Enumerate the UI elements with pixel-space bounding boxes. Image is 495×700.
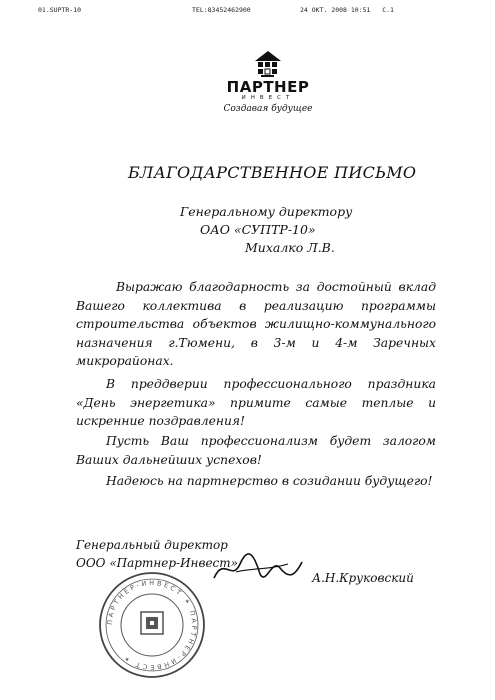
stamp-ring-text <box>97 570 98 571</box>
letter-title: БЛАГОДАРСТВЕННОЕ ПИСЬМО <box>128 163 417 182</box>
fax-datetime: 24 OKT. 2008 10:51 <box>300 6 371 14</box>
addressee-position: Генеральному директору <box>180 204 353 219</box>
letter-paragraph: Выражаю благодарность за достойный вклад Вашего коллектива в реализацию программы строительства объектов жилищно-коммунального назначения г.Тюмени, в 3-м и 4-м Заречных микрорайонах. <box>76 280 436 369</box>
signatory-company: ООО «Партнер-Инвест» <box>76 556 238 570</box>
letter-paragraph: Пусть Ваш профессионализм будет залогом Ваших дальнейших успехов! <box>76 434 436 467</box>
handwritten-signature-icon <box>210 552 305 586</box>
round-seal-icon <box>97 570 207 680</box>
signatory-name: А.Н.Круковский <box>312 571 414 585</box>
fax-phone: TEL:83452462900 <box>192 6 251 14</box>
addressee-company: ОАО «СУПТР-10» <box>200 222 316 237</box>
fax-datetime-page <box>300 6 394 14</box>
signatory-position: Генеральный директор <box>76 538 228 552</box>
logo-brand-subtitle: ИНВЕСТ <box>241 95 295 101</box>
fax-sender-id: 01.SUPTR-10 <box>38 6 82 14</box>
addressee-name: Михалко Л.В. <box>245 240 335 255</box>
company-logo <box>222 50 314 130</box>
letter-paragraph: В преддверии профессионального праздника «День энергетика» примите самые теплые и искренние поздравления! <box>76 377 436 429</box>
letter-paragraph: Надеюсь на партнерство в созидании будущего! <box>106 474 433 488</box>
company-stamp <box>97 570 207 680</box>
house-blocks-icon <box>253 50 283 78</box>
logo-slogan: Создавая будущее <box>223 104 313 114</box>
fax-page-number: C.1 <box>382 6 394 14</box>
svg-text:ПАРТНЕР-ИНВЕСТ ✶ ПАРТНЕР-ИНВЕС: ПАРТНЕР-ИНВЕСТ ✶ ПАРТНЕР-ИНВЕСТ ✶ <box>105 578 199 672</box>
logo-brand-name: ПАРТНЕР <box>226 78 310 96</box>
